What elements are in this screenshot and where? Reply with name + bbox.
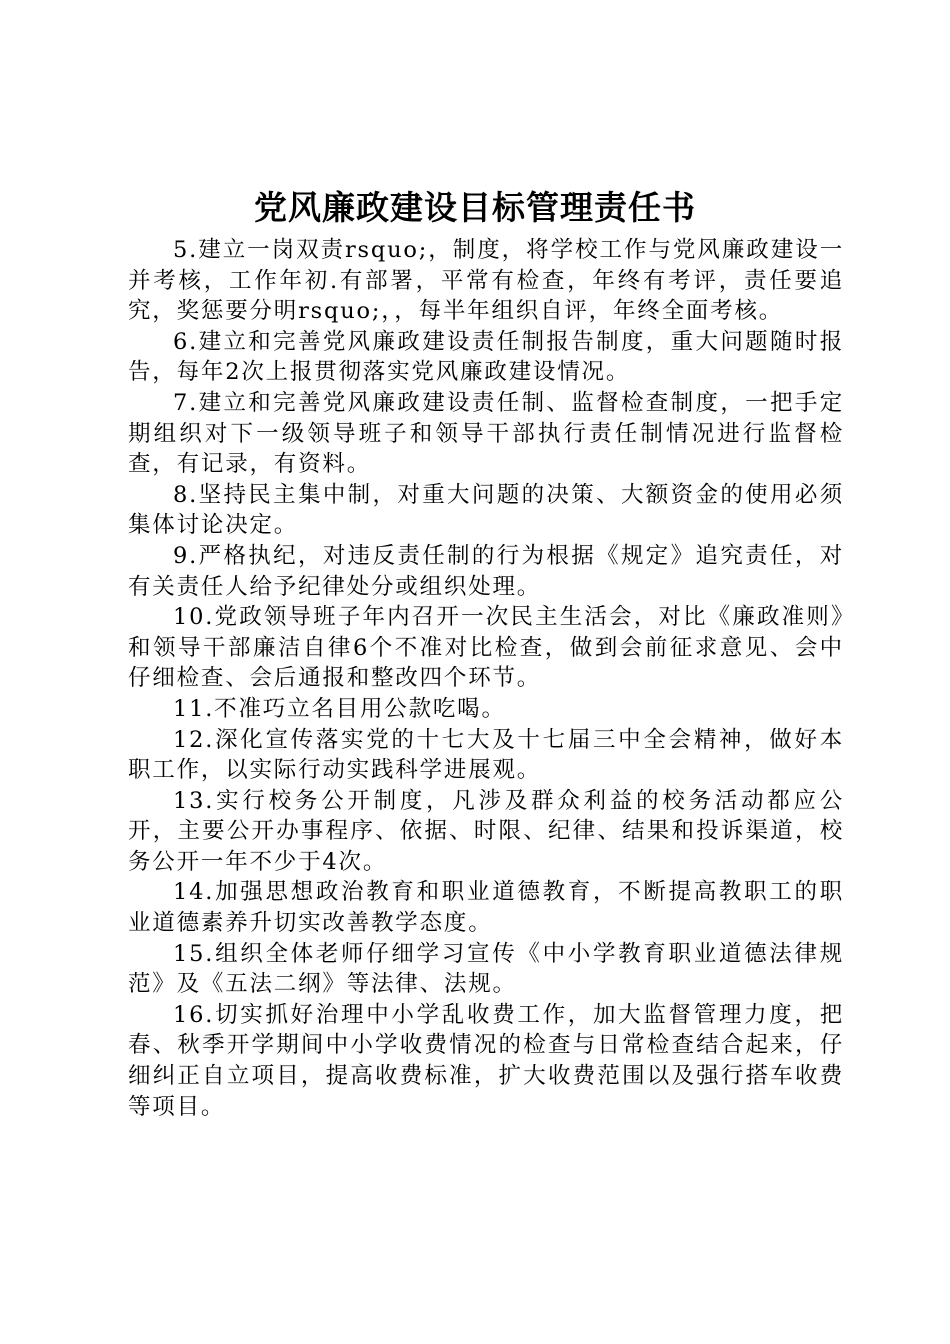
document-title: 党风廉政建设目标管理责任书 — [254, 188, 696, 227]
paragraph-item-7: 7.建立和完善党风廉政建设责任制、监督检查制度，一把手定期组织对下一级领导班子和领导干部执行责任制情况进行监督检查，有记录，有资料。 — [128, 389, 844, 478]
paragraph-item-9: 9.严格执纪，对违反责任制的行为根据《规定》追究责任，对有关责任人给予纪律处分或组织处理。 — [128, 542, 844, 600]
paragraph-item-5: 5.建立一岗双责rsquo;，制度，将学校工作与党风廉政建设一并考核，工作年初.有部署，平常有检查，年终有考评，责任要追究，奖惩要分明rsquo;，，每半年组织自评，年终全面考核。 — [128, 237, 844, 325]
paragraph-item-12: 12.深化宣传落实党的十七大及十七届三中全会精神，做好本职工作，以实际行动实践科学进展观。 — [128, 726, 844, 784]
paragraph-item-8: 8.坚持民主集中制，对重大问题的决策、大额资金的使用必须集体讨论决定。 — [128, 481, 844, 539]
paragraph-item-10: 10.党政领导班子年内召开一次民主生活会，对比《廉政准则》和领导干部廉洁自律6个不准对比检查，做到会前征求意见、会中仔细检查、会后通报和整改四个环节。 — [128, 604, 844, 692]
paragraph-item-11: 11.不准巧立名目用公款吃喝。 — [173, 695, 506, 722]
paragraph-item-13: 13.实行校务公开制度，凡涉及群众利益的校务活动都应公开，主要公开办事程序、依据、时限、纪律、结果和投诉渠道，校务公开一年不少于4次。 — [128, 787, 844, 875]
document-body — [128, 235, 844, 1122]
paragraph-item-14: 14.加强思想政治教育和职业道德教育，不断提高教职工的职业道德素养升切实改善教学态度。 — [128, 879, 844, 937]
paragraph-item-15: 15.组织全体老师仔细学习宣传《中小学教育职业道德法律规范》及《五法二纲》等法律、法规。 — [128, 940, 844, 998]
paragraph-item-16: 16.切实抓好治理中小学乱收费工作，加大监督管理力度，把春、秋季开学期间中小学收费情况的检查与日常检查结合起来，仔细纠正自立项目，提高收费标准，扩大收费范围以及强行搭车收费等项目。 — [128, 1001, 844, 1120]
paragraph-item-6: 6.建立和完善党风廉政建设责任制报告制度，重大问题随时报告，每年2次上报贯彻落实党风廉政建设情况。 — [128, 328, 844, 386]
